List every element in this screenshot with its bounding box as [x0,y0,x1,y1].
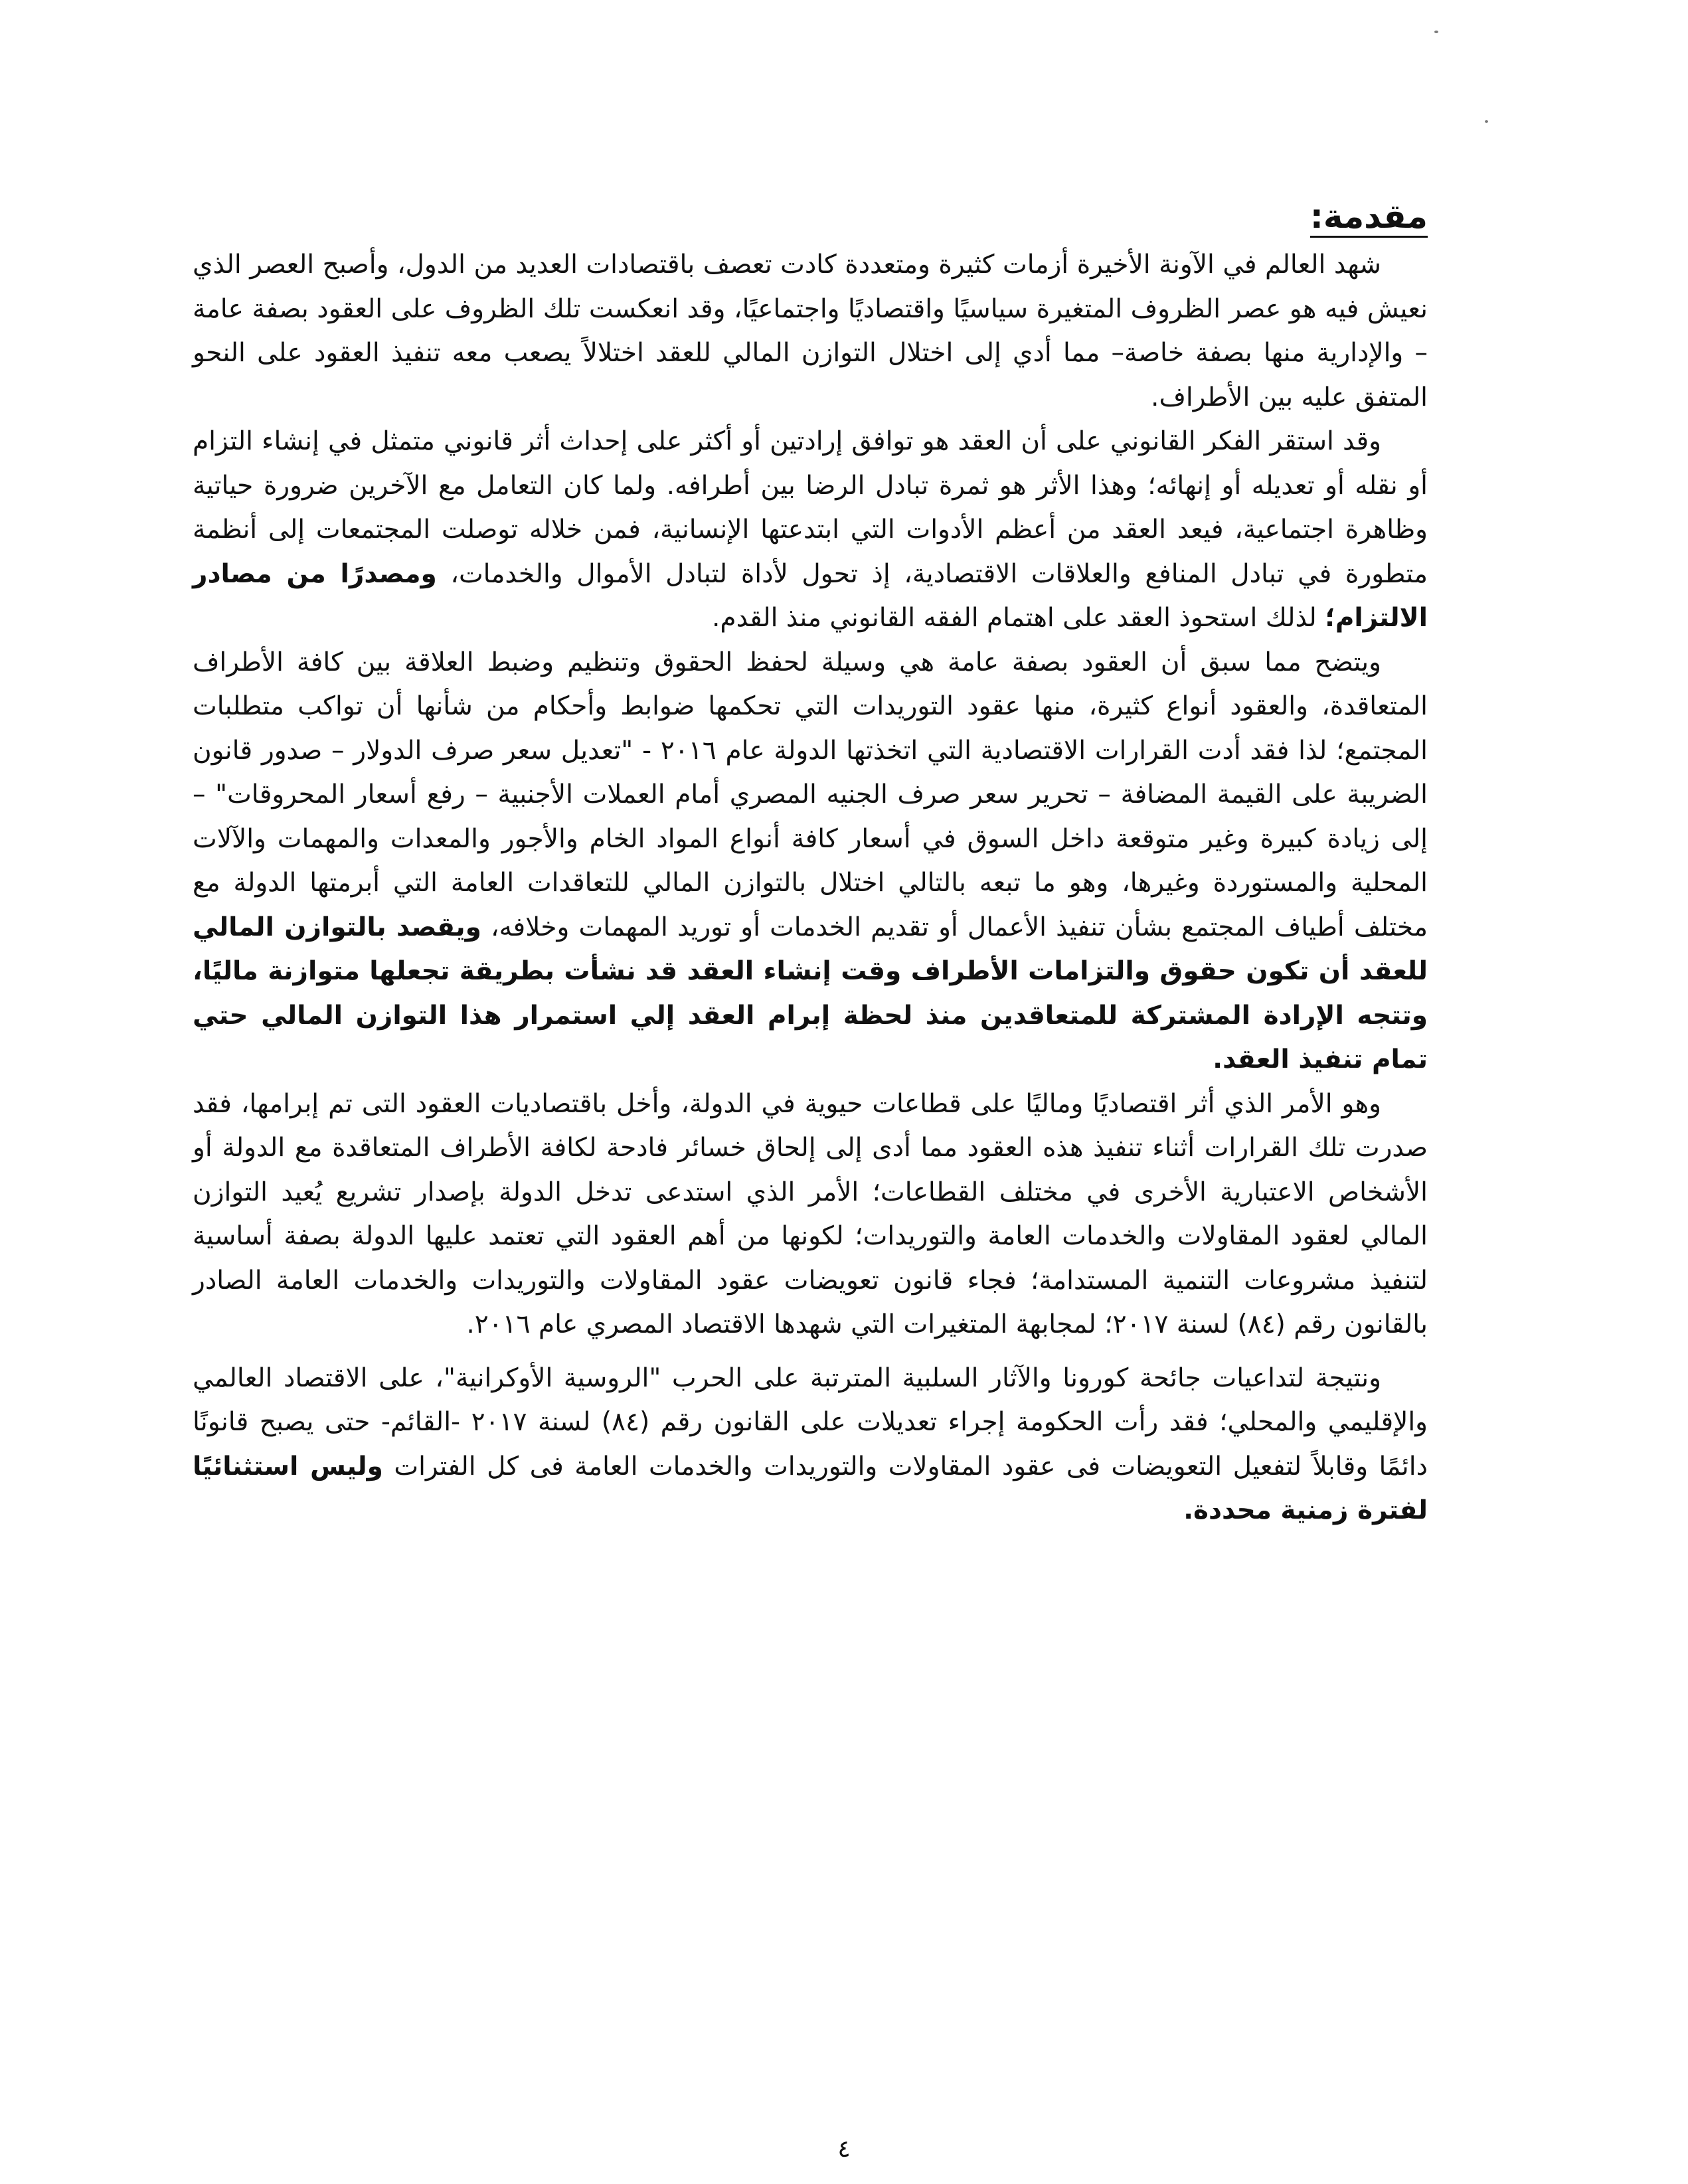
paragraph-economic-decisions [193,641,1428,1082]
document-page [193,193,1428,1533]
paragraph-law-84 [193,1082,1428,1347]
paragraph-text: لذلك استحوذ العقد على اهتمام الفقه القانوني منذ القدم. [712,603,1325,633]
paragraph-bold-text: ومصدرًا من مصادر الالتزام؛ [193,558,1428,633]
paragraph-text: وهو الأمر الذي أثر اقتصاديًا وماليًا على قطاعات حيوية في الدولة، وأخل باقتصاديات العقود التى تم إبرامها، فقد صدرت تلك القرارات أثناء تنفيذ هذه العقود مما أدى إلى إلحاق خسائر فادحة لكافة الأطراف المتعاقدة مع الدولة أو الأشخاص الاعتبارية الأخرى في مختلف القطاعات؛ الأمر الذي استدعى تدخل الدولة بإصدار تشريع يُعيد التوازن المالي لعقود المقاولات والخدمات العامة والتوريدات؛ لكونها من أهم العقود التي تعتمد عليها الدولة بصفة أساسية لتنفيذ مشروعات التنمية المستدامة؛ فجاء قانون تعويضات عقود المقاولات والتوريدات والخدمات العامة الصادر بالقانون رقم (٨٤) لسنة ٢٠١٧؛ لمجابهة المتغيرات التي شهدها الاقتصاد المصري عام ٢٠١٦. [193,1088,1428,1339]
paragraph-text: ويتضح مما سبق أن العقود بصفة عامة هي وسيلة لحفظ الحقوق وتنظيم وضبط العلاقة بين كافة الأطراف المتعاقدة، والعقود أنواع كثيرة، منها عقود التوريدات التي تحكمها ضوابط وأحكام من شأنها أن تواكب متطلبات المجتمع؛ لذا فقد أدت القرارات الاقتصادية التي اتخذتها الدولة عام ٢٠١٦ - "تعديل سعر صرف الدولار – صدور قانون الضريبة على القيمة المضافة – تحرير سعر صرف الجنيه المصري أمام العملات الأجنبية – رفع أسعار المحروقات" – إلى زيادة كبيرة وغير متوقعة داخل السوق في أسعار كافة أنواع المواد الخام والأجور والمعدات والمهمات والآلات المحلية والمستوردة وغيرها، وهو ما تبعه بالتالي اختلال بالتوازن المالي للتعاقدات العامة التي أبرمتها الدولة مع مختلف أطياف المجتمع بشأن تنفيذ الأعمال أو تقديم الخدمات أو توريد المهمات وخلافه، [193,647,1428,942]
paragraph-bold-text: ويقصد بالتوازن المالي للعقد أن تكون حقوق والتزامات الأطراف وقت إنشاء العقد قد نشأت بطريقة تجعلها متوازنة ماليًا، وتتجه الإرادة المشتركة للمتعاقدين منذ لحظة إبرام العقد إلي استمرار هذا التوازن المالي حتي تمام تنفيذ العقد. [193,912,1428,1074]
paragraph-text: شهد العالم في الآونة الأخيرة أزمات كثيرة ومتعددة كادت تعصف باقتصادات العديد من الدول، وأصبح العصر الذي نعيش فيه هو عصر الظروف المتغيرة سياسيًا واقتصاديًا واجتماعيًا، وقد انعكست تلك الظروف على العقود بصفة عامة – والإدارية منها بصفة خاصة– مما أدي إلى اختلال التوازن المالي للعقد اختلالاً يصعب معه تنفيذ العقود على النحو المتفق عليه بين الأطراف. [193,250,1428,412]
scan-speck [1485,120,1488,123]
page-title: مقدمة: [1309,197,1428,236]
scan-speck [1434,31,1438,33]
paragraph-amendments [193,1357,1428,1533]
paragraph-contract-theory [193,420,1428,641]
paragraph-text: وقد استقر الفكر القانوني على أن العقد هو توافق إرادتين أو أكثر على إحداث أثر قانوني متمثل في إنشاء التزام أو نقله أو تعديله أو إنهائه؛ وهذا الأثر هو ثمرة تبادل الرضا بين أطرافه. ولما كان التعامل مع الآخرين ضرورة حياتية وظاهرة اجتماعية، فيعد العقد من أعظم الأدوات التي ابتدعتها الإنسانية، فمن خلاله توصلت المجتمعات إلى أنظمة متطورة في تبادل المنافع والعلاقات الاقتصادية، إذ تحول لأداة لتبادل الأموال والخدمات، [193,426,1428,589]
page-number: ٤ [837,2136,851,2163]
paragraph-intro [193,243,1428,420]
paragraph-bold-text: وليس استثنائيًا لفترة زمنية محددة. [193,1451,1428,1525]
paragraph-text: ونتيجة لتداعيات جائحة كورونا والآثار السلبية المترتبة على الحرب "الروسية الأوكرانية"، على الاقتصاد العالمي والإقليمي والمحلي؛ فقد رأت الحكومة إجراء تعديلات على القانون رقم (٨٤) لسنة ٢٠١٧ -القائم- حتى يصبح قانونًا دائمًا وقابلاً لتفعيل التعويضات فى عقود المقاولات والتوريدات والخدمات العامة فى كل الفترات [193,1363,1428,1481]
